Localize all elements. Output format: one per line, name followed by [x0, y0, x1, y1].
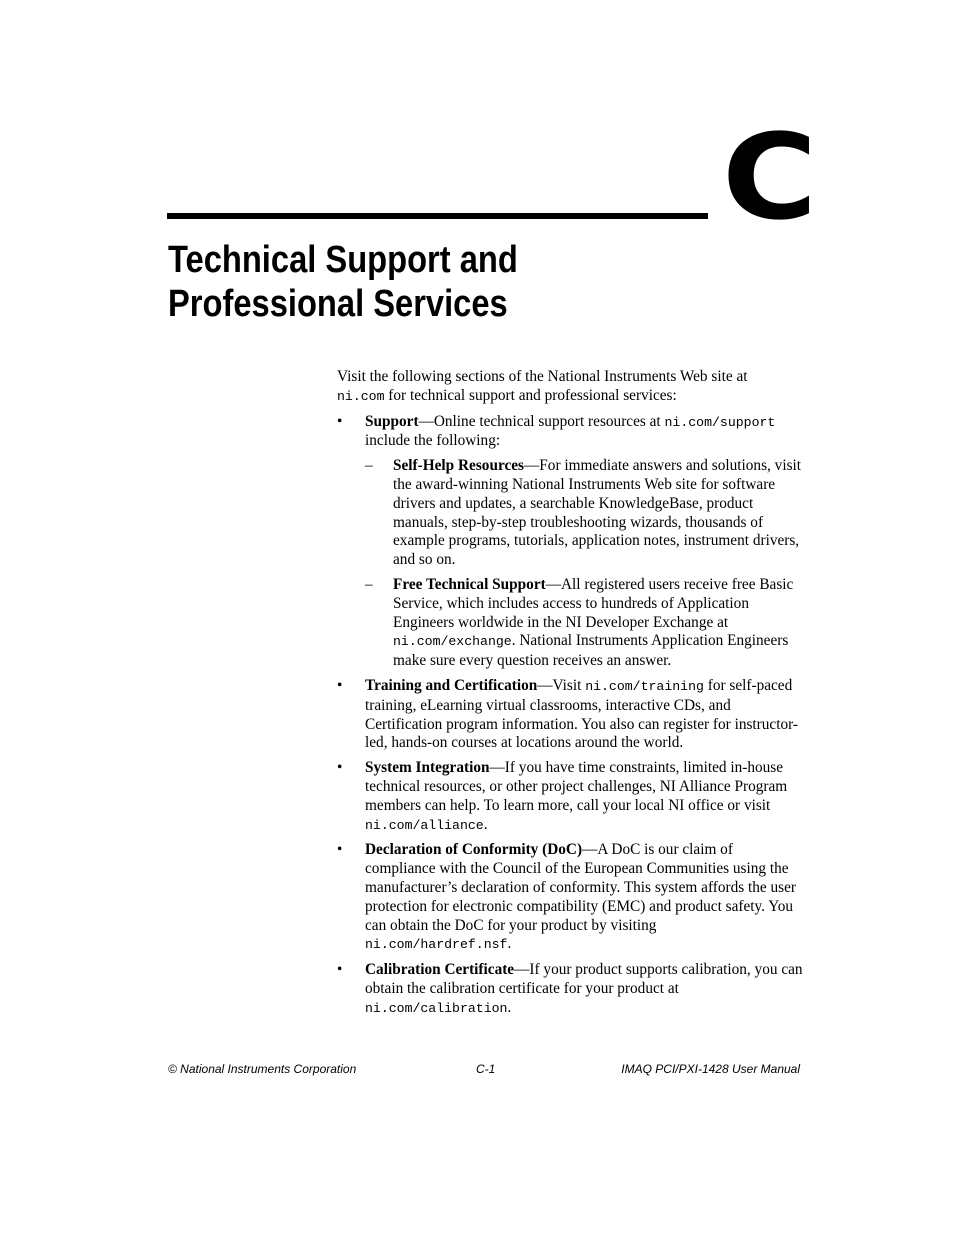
bullet-glyph: •	[337, 412, 343, 430]
free-support-text-2: . National Instruments Application Engineers make sure every question receives an answer.	[393, 632, 789, 670]
list-item-training	[337, 677, 803, 753]
intro-paragraph	[337, 368, 803, 407]
integration-text-2: .	[483, 815, 488, 833]
list-item-calibration	[337, 961, 803, 1018]
term-calibration: Calibration Certificate	[365, 961, 515, 979]
list-item-support	[337, 413, 803, 671]
term-integration: System Integration	[365, 759, 490, 777]
body-content	[337, 368, 803, 1025]
term-training: Training and Certification	[365, 676, 538, 694]
support-text: —Online technical support resources at	[418, 412, 665, 430]
chapter-title-line2: Professional Services	[168, 283, 508, 325]
support-link[interactable]: ni.com/support	[664, 414, 776, 430]
chapter-title	[168, 238, 518, 326]
term-self-help: Self-Help Resources	[393, 457, 524, 475]
intro-text: Visit the following sections of the National Instruments Web site at	[337, 368, 748, 385]
chapter-title-line1: Technical Support and	[168, 239, 518, 281]
dash-glyph: –	[365, 575, 373, 593]
calibration-link[interactable]: ni.com/calibration	[365, 1000, 508, 1016]
footer-copyright: © National Instruments Corporation	[168, 1062, 357, 1076]
support-text-2: include the following:	[365, 432, 501, 450]
services-list	[337, 413, 803, 1019]
calibration-text-2: .	[507, 998, 512, 1016]
list-item-integration	[337, 759, 803, 835]
hardref-link[interactable]: ni.com/hardref.nsf	[365, 937, 508, 953]
calibration-text: —If your product supports calibration, you can obtain the calibration certificate for your product at	[365, 961, 803, 997]
exchange-link[interactable]: ni.com/exchange	[393, 634, 512, 650]
list-item-doc	[337, 841, 803, 955]
footer-page-number: C-1	[476, 1062, 496, 1076]
footer-manual-title: IMAQ PCI/PXI-1428 User Manual	[621, 1062, 800, 1076]
bullet-glyph: •	[337, 676, 343, 694]
chapter-rule	[167, 213, 708, 219]
dash-glyph: –	[365, 457, 373, 475]
alliance-link[interactable]: ni.com/alliance	[365, 817, 484, 833]
bullet-glyph: •	[337, 759, 343, 777]
term-support: Support	[365, 412, 419, 430]
term-doc: Declaration of Conformity (DoC)	[365, 841, 583, 859]
training-text: —Visit	[537, 676, 586, 694]
bullet-glyph: •	[337, 841, 343, 859]
integration-text: —If you have time constraints, limited in-house technical resources, or other project challenges, NI Alliance Program members can help. To learn more, call your local NI office or visit	[365, 759, 788, 814]
free-support-text: —All registered users receive free Basic Service, which includes access to hundreds of Application Engineers worldwide in the NI Developer Exchange at	[393, 575, 794, 631]
bullet-glyph: •	[337, 961, 343, 979]
doc-text: —A DoC is our claim of compliance with the Council of the European Communities using the manufacturer’s declaration of conformity. This system affords the user protection for electronic compatibility (EMC) and product safety. You can obtain the DoC for your product by visiting	[365, 841, 797, 934]
term-free-support: Free Technical Support	[393, 575, 546, 593]
training-link[interactable]: ni.com/training	[585, 678, 704, 694]
sub-item-free-support	[365, 576, 803, 671]
sub-item-self-help	[365, 457, 803, 570]
support-sublist	[365, 457, 803, 671]
intro-text-2: for technical support and professional services:	[384, 386, 677, 404]
training-text-2: for self-paced training, eLearning virtual classrooms, interactive CDs, and Certification program information. You also can register for instructor-led, hands-on courses at locations around the world.	[365, 676, 798, 752]
doc-text-2: .	[507, 935, 512, 953]
intro-link[interactable]: ni.com	[337, 388, 385, 404]
chapter-letter: C	[722, 108, 816, 246]
self-help-text: —For immediate answers and solutions, visit the award-winning National Instruments Web site for software drivers and updates, a searchable KnowledgeBase, product manuals, step-by-step troubleshooting wizards, thousands of example programs, tutorials, application notes, instrument drivers, and so on.	[393, 457, 802, 569]
